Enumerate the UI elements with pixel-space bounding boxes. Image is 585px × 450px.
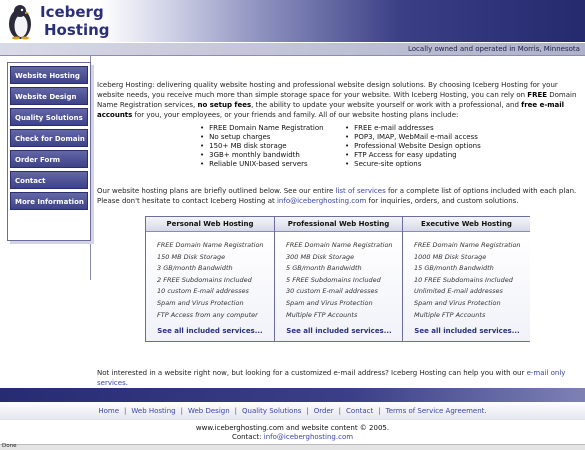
plan-title: Personal Web Hosting — [146, 217, 274, 232]
footer-band — [0, 388, 585, 402]
footer-link-terms[interactable]: Terms of Service Agreement. — [385, 407, 487, 415]
nav-check-for-domain[interactable]: Check for Domain — [10, 129, 88, 147]
see-all-services-link[interactable]: See all included services... — [286, 327, 392, 335]
plan-features — [403, 232, 530, 341]
plan-feature-item: 1000 MB Disk Storage — [414, 252, 487, 261]
footer-contact — [0, 433, 585, 442]
footer-link-web-design[interactable]: Web Design — [187, 407, 230, 415]
plan-feature-item: 2 FREE Subdomains Included — [157, 275, 252, 284]
email-only-paragraph — [97, 368, 578, 388]
plan-features — [146, 232, 274, 341]
nav-website-hosting[interactable]: Website Hosting — [10, 66, 88, 84]
sidebar-nav — [7, 62, 91, 241]
plan-feature-item: 3 GB/month Bandwidth — [157, 264, 233, 273]
intro-text-d: for you, your employees, or your friends and family. All of our website hosting plans include: — [132, 111, 459, 119]
plan-feature-item: 10 custom E-mail addresses — [157, 287, 249, 296]
feature-item: • Secure-site options — [345, 160, 495, 169]
browser-status-bar — [0, 444, 585, 450]
footer-nav — [0, 402, 585, 420]
tagline-bar — [0, 42, 585, 56]
plan-feature-item: 15 GB/month Bandwidth — [414, 264, 494, 273]
footer-separator: | — [338, 407, 342, 415]
plan-feature-item: 10 FREE Subdomains Included — [414, 275, 513, 284]
footer-separator: | — [378, 407, 381, 415]
email-only-services-link[interactable]: e-mail only services — [97, 369, 566, 387]
logo-text-line2: Hosting — [44, 21, 110, 39]
plan-feature-item: 5 FREE Subdomains Included — [286, 275, 381, 284]
plan-features — [275, 232, 402, 341]
feature-column-1 — [200, 124, 350, 169]
plans-intro-text-c: for inquiries, orders, and custom solutions. — [366, 197, 519, 205]
site-logo[interactable] — [4, 2, 110, 40]
plan-feature-item: Spam and Virus Protection — [157, 298, 244, 307]
footer-link-contact[interactable]: Contact — [346, 407, 374, 415]
plans-intro-text-a: Our website hosting plans are briefly outlined below. See our entire — [97, 187, 336, 195]
plan-feature-item: Unlimited E-mail addresses — [414, 287, 503, 296]
plan-feature-item: 5 GB/month Bandwidth — [286, 264, 362, 273]
hosting-plans-table — [145, 216, 530, 342]
plan-feature-item: FTP Access from any computer — [157, 310, 258, 319]
intro-section — [97, 80, 578, 120]
status-text: Done — [2, 443, 17, 449]
plan-feature-item: FREE Domain Name Registration — [286, 241, 393, 249]
feature-column-2 — [345, 124, 495, 169]
plan-feature-item: Multiple FTP Accounts — [414, 310, 486, 319]
footer-separator: | — [306, 407, 309, 415]
nav-more-information[interactable]: More Information — [10, 192, 88, 210]
email-only-text-a: Not interested in a website right now, but looking for a customized e-mail address? Iceberg Hosting can help you with our — [97, 369, 527, 377]
footer-separator: | — [234, 407, 237, 415]
footer-contact-label: Contact: — [231, 433, 264, 441]
nav-contact[interactable]: Contact — [10, 171, 88, 189]
plan-feature-item: Multiple FTP Accounts — [286, 310, 358, 319]
feature-item: • 3GB+ monthly bandwidth — [200, 151, 350, 160]
plans-intro-paragraph — [97, 186, 578, 206]
nav-website-design[interactable]: Website Design — [10, 87, 88, 105]
feature-item: • FREE e-mail addresses — [345, 124, 495, 133]
plan-feature-item: 30 custom E-mail addresses — [286, 287, 378, 296]
email-only-text-b: . — [125, 379, 128, 387]
footer-link-home[interactable]: Home — [98, 407, 120, 415]
plan-feature-item: Spam and Virus Protection — [286, 298, 373, 307]
intro-paragraph — [97, 80, 578, 120]
plan-title: Professional Web Hosting — [275, 217, 402, 232]
logo-text-line1: Iceberg — [40, 3, 104, 21]
plan-professional — [274, 217, 402, 341]
nav-order-form[interactable]: Order Form — [10, 150, 88, 168]
intro-text-b: Domain Name Registration services, — [97, 91, 577, 109]
contact-email-link[interactable]: info@iceberghosting.com — [276, 197, 367, 205]
footer-link-order[interactable]: Order — [313, 407, 334, 415]
footer-separator: | — [124, 407, 127, 415]
intro-text-c: , the ability to update your website yourself or work with a professional, and — [251, 101, 522, 109]
intro-text-setup: no setup fees — [197, 101, 252, 109]
nav-quality-solutions[interactable]: Quality Solutions — [10, 108, 88, 126]
plan-feature-item: Spam and Virus Protection — [414, 298, 501, 307]
feature-item: • FREE Domain Name Registration — [200, 124, 350, 133]
intro-text-free: FREE — [527, 91, 548, 99]
see-all-services-link[interactable]: See all included services... — [157, 327, 263, 335]
feature-item: • POP3, IMAP, WebMail e-mail access — [345, 133, 495, 142]
feature-item: • FTP Access for easy updating — [345, 151, 495, 160]
penguin-icon — [4, 2, 38, 40]
footer-link-web-hosting[interactable]: Web Hosting — [131, 407, 176, 415]
footer-link-quality-solutions[interactable]: Quality Solutions — [242, 407, 302, 415]
intro-text-email: free e-mail accounts — [97, 101, 565, 119]
plan-feature-item: 300 MB Disk Storage — [286, 252, 355, 261]
feature-item: • 150+ MB disk storage — [200, 142, 350, 151]
list-of-services-link[interactable]: list of services — [335, 187, 386, 195]
footer-copyright: www.iceberghosting.com and website content © 2005. — [195, 424, 390, 432]
footer-separator: | — [180, 407, 183, 415]
feature-item: • Reliable UNIX-based servers — [200, 160, 350, 169]
plan-feature-item: FREE Domain Name Registration — [414, 241, 521, 249]
plan-executive — [402, 217, 530, 341]
plans-intro-text-b: for a complete list of options included with each plan. Please don't hesitate to contact Iceberg Hosting at — [97, 187, 577, 205]
plan-title: Executive Web Hosting — [403, 217, 530, 232]
site-header — [0, 0, 585, 42]
plan-feature-item: FREE Domain Name Registration — [157, 241, 264, 249]
feature-item: • No setup charges — [200, 133, 350, 142]
plan-personal — [146, 217, 274, 341]
tagline: Locally owned and operated in Morris, Minnesota — [408, 45, 580, 53]
footer-contact-email-link[interactable]: info@iceberghosting.com — [263, 433, 354, 441]
feature-item: • Professional Website Design options — [345, 142, 495, 151]
see-all-services-link[interactable]: See all included services... — [414, 327, 520, 335]
plan-feature-item: 150 MB Disk Storage — [157, 252, 226, 261]
intro-text-a: Iceberg Hosting: delivering quality website hosting and professional website design solutions. By choosing Iceberg Hosting for your website needs, you receive much more than simple storage space for your website. With Iceberg Hosting, you can rely on — [97, 81, 558, 99]
